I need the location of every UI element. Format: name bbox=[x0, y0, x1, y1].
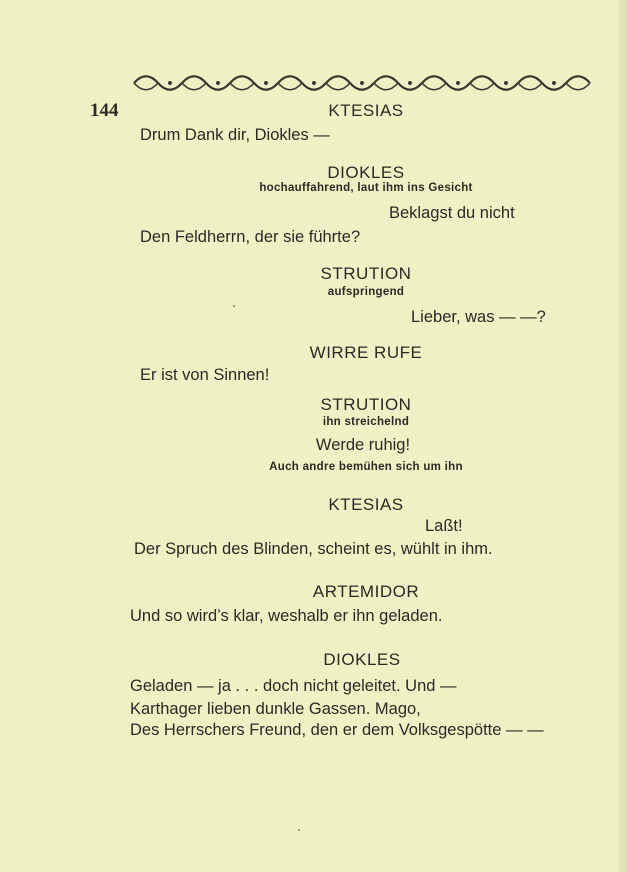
speaker-name: STRUTION bbox=[320, 264, 412, 283]
paper-speck bbox=[298, 829, 300, 831]
dialogue-line: Werde ruhig! bbox=[315, 436, 411, 454]
dialogue-line: Beklagst du nicht bbox=[389, 204, 515, 222]
dialogue-line: Laßt! bbox=[425, 517, 463, 535]
speaker-name: KTESIAS bbox=[328, 495, 404, 514]
dialogue-line: Lieber, was — —? bbox=[411, 308, 546, 326]
dialogue-line: Den Feldherrn, der sie führte? bbox=[140, 228, 361, 246]
dialogue-line: Karthager lieben dunkle Gassen. Mago, bbox=[130, 700, 421, 718]
stage-direction: Auch andre bemühen sich um ihn bbox=[269, 461, 463, 473]
speaker-name: ARTEMIDOR bbox=[312, 582, 420, 601]
page-number: 144 bbox=[90, 100, 119, 121]
decorative-border-ornament bbox=[132, 72, 594, 94]
dialogue-line: Und so wird’s klar, weshalb er ihn geladen. bbox=[130, 607, 443, 625]
stage-direction: hochauffahrend, laut ihm ins Gesicht bbox=[259, 182, 473, 194]
speaker-name: STRUTION bbox=[320, 395, 412, 414]
page-edge bbox=[618, 0, 628, 872]
stage-direction: ihn streichelnd bbox=[322, 416, 410, 428]
dialogue-line: Drum Dank dir, Diokles — bbox=[140, 126, 330, 144]
paper-speck bbox=[233, 305, 235, 307]
dialogue-line: Geladen — ja . . . doch nicht geleitet. Und — bbox=[130, 677, 457, 695]
stage-direction: aufspringend bbox=[327, 286, 405, 298]
dialogue-line: Der Spruch des Blinden, scheint es, wühlt in ihm. bbox=[134, 540, 493, 558]
speaker-name: DIOKLES bbox=[323, 650, 401, 669]
speaker-name: WIRRE RUFE bbox=[309, 343, 423, 362]
dialogue-line: Des Herrschers Freund, den er dem Volksgespötte — — bbox=[130, 721, 544, 739]
speaker-name: KTESIAS bbox=[328, 101, 404, 120]
speaker-name: DIOKLES bbox=[327, 163, 405, 182]
dialogue-line: Er ist von Sinnen! bbox=[140, 366, 270, 384]
